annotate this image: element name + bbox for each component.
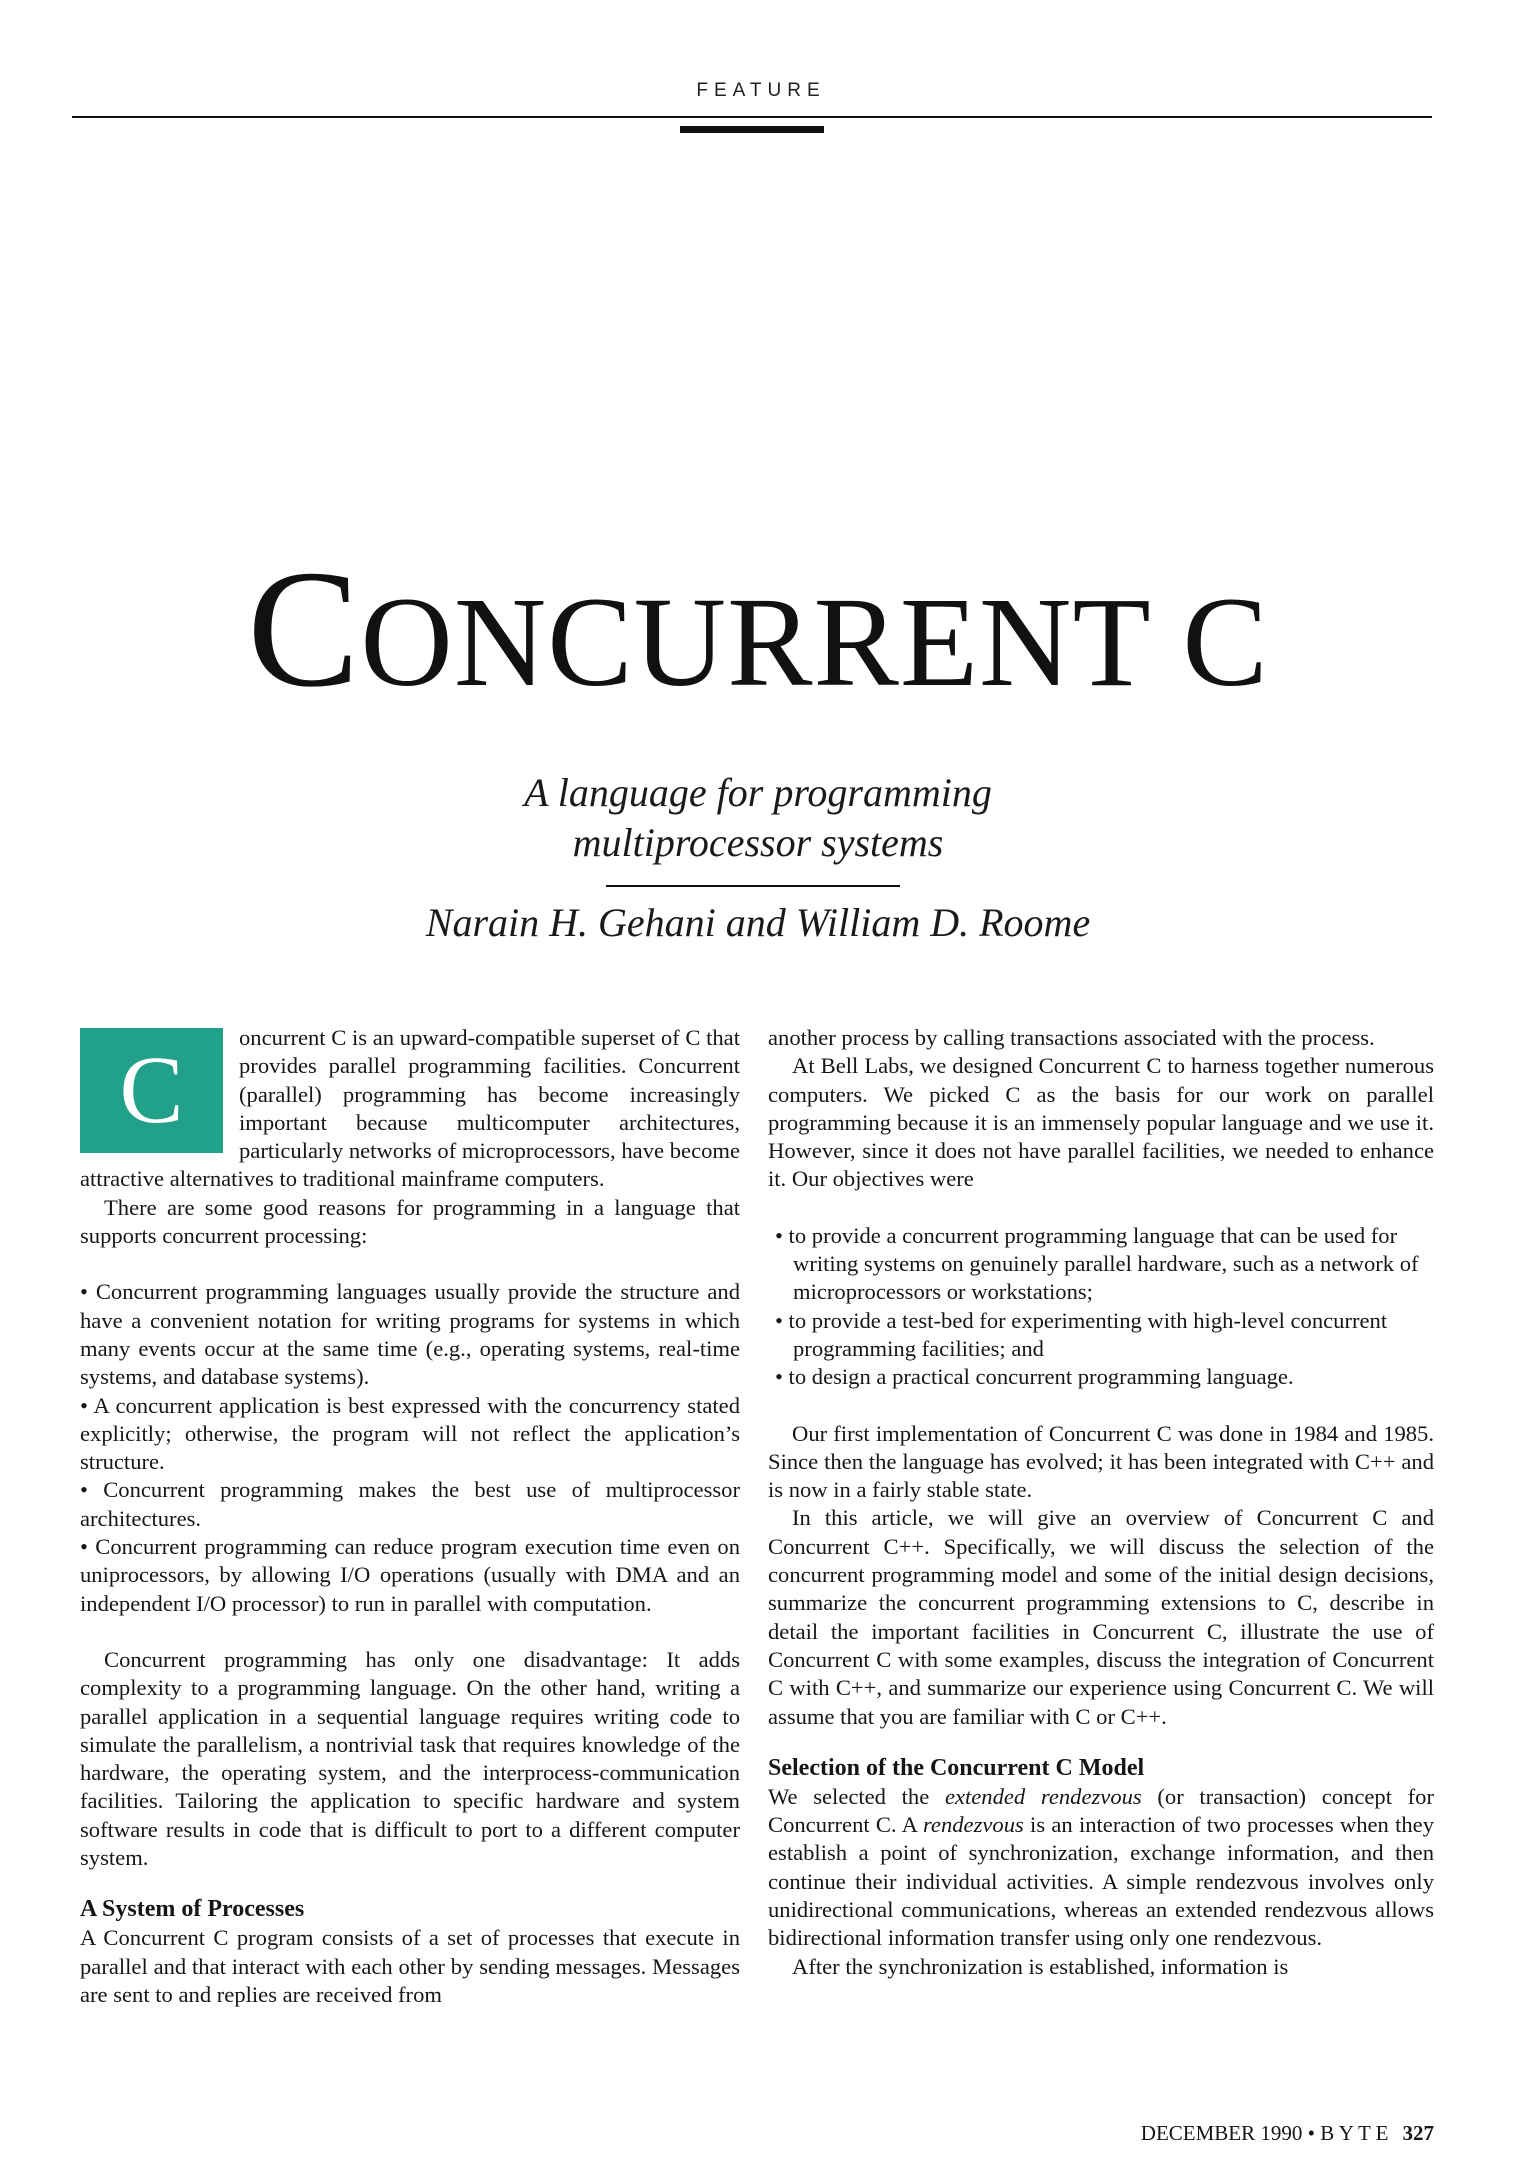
spacer xyxy=(80,1872,740,1894)
body-paragraph: Our first implementation of Concurrent C was done in 1984 and 1985. Since then the language has evolved; it has been integrated with C++ and is now in a fairly stable state. xyxy=(768,1420,1434,1503)
spacer xyxy=(768,1731,1434,1753)
body-paragraph: At Bell Labs, we designed Concurrent C to harness together numerous computers. We picked C as the basis for our work on parallel programming because it is an immensely popular language and we use it. However, since it does not have parallel facilities, we needed to enhance it. Our objectives were xyxy=(768,1053,1434,1192)
spacer xyxy=(80,1250,740,1278)
body-paragraph: A Concurrent C program consists of a set of processes that execute in parallel and that interact with each other by sending messages. Messages are sent to and replies are received from xyxy=(80,1925,740,2007)
bullet-item: • Concurrent programming languages usually provide the structure and have a convenient notation for writing programs for systems in which many events occur at the same time (e.g., operating systems, real-time systems, and database systems). xyxy=(80,1279,740,1390)
title-initial: C xyxy=(247,536,361,722)
article-title xyxy=(0,536,1516,722)
body-paragraph: After the synchronization is established, information is xyxy=(792,1953,1289,1979)
header-rule xyxy=(72,116,1432,118)
intro-text: oncurrent C is an upward-compatible superset of C that provides parallel programming facilities. Concurrent (parallel) programming has become increasingly important because multicomputer architectures, particularly networks of microprocessors, have become attractive alternatives to traditional mainframe computers. xyxy=(80,1025,740,1192)
body-paragraph xyxy=(768,1783,1434,1953)
objectives-list xyxy=(768,1222,1434,1392)
spacer xyxy=(80,1618,740,1646)
text-run: (or transaction) concept for Concurrent C. A xyxy=(768,1783,1434,1838)
bullet-item: • Concurrent programming can reduce program execution time even on uniprocessors, by allowing I/O operations (usually with DMA and an independent I/O processor) to run in parallel with computation. xyxy=(80,1534,740,1616)
page-number: 327 xyxy=(1402,2121,1434,2145)
section-label: FEATURE xyxy=(696,80,826,101)
subtitle-line-2: multiprocessor systems xyxy=(572,820,944,865)
subtitle-line-1: A language for programming xyxy=(524,770,992,815)
drop-cap: C xyxy=(80,1028,223,1153)
section-heading: Selection of the Concurrent C Model xyxy=(768,1754,1145,1781)
article-subtitle xyxy=(0,768,1516,868)
issue-info: DECEMBER 1990 • B Y T E xyxy=(1140,2121,1389,2145)
body-paragraph: another process by calling transactions associated with the process. xyxy=(768,1025,1375,1050)
list-item: • to provide a test-bed for experimenting with high-level concurrent programming facilities; and xyxy=(775,1307,1388,1361)
spacer xyxy=(768,1194,1434,1222)
text-run: We selected the xyxy=(768,1783,945,1809)
emphasis: extended rendezvous xyxy=(944,1783,1142,1809)
body-paragraph: There are some good reasons for programming in a language that supports concurrent processing: xyxy=(80,1194,740,1249)
bullet-item: • A concurrent application is best expressed with the concurrency stated explicitly; otherwise, the program will not reflect the application’s structure. xyxy=(80,1392,740,1475)
title-rest: ONCURRENT C xyxy=(360,571,1269,713)
subtitle-rule xyxy=(606,885,900,887)
left-column xyxy=(80,1024,740,2009)
emphasis: rendezvous xyxy=(922,1812,1024,1838)
section-heading: A System of Processes xyxy=(80,1896,305,1923)
list-item: • to provide a concurrent programming language that can be used for writing systems on genuinely parallel hardware, such as a network of microprocessors or workstations; xyxy=(775,1222,1419,1305)
list-item: • to design a practical concurrent programming language. xyxy=(775,1364,1294,1390)
text-run: is an interaction of two processes when they establish a point of synchronization, exchange information, and then continue their individual activities. A simple rendezvous involves only unidirectional communications, whereas an extended rendezvous allows bidirectional information transfer using only one rendezvous. xyxy=(768,1812,1434,1951)
body-paragraph: Concurrent programming has only one disadvantage: It adds complexity to a programming language. On the other hand, writing a parallel application in a sequential language requires writing code to simulate the parallelism, a nontrivial task that requires knowledge of the hardware, the operating system, and the interprocess-communication facilities. Tailoring the application to specific hardware and system software results in code that is difficult to port to a different computer system. xyxy=(80,1646,740,1871)
byline: Narain H. Gehani and William D. Roome xyxy=(425,900,1091,945)
intro-paragraph xyxy=(80,1024,740,1194)
body-paragraph: In this article, we will give an overview of Concurrent C and Concurrent C++. Specifically, we will discuss the selection of the concurrent programming model and some of the initial design decisions, summarize the concurrent programming extensions to C, describe in detail the important facilities in Concurrent C, illustrate the use of Concurrent C with some examples, discuss the integration of Concurrent C with C++, and summarize our experience using Concurrent C. We will assume that you are familiar with C or C++. xyxy=(768,1505,1434,1729)
spacer xyxy=(768,1392,1434,1420)
page-footer xyxy=(1141,2121,1434,2146)
bullet-item: • Concurrent programming makes the best use of multiprocessor architectures. xyxy=(80,1477,740,1531)
header-rule-accent xyxy=(680,126,824,133)
right-column xyxy=(768,1024,1434,1981)
